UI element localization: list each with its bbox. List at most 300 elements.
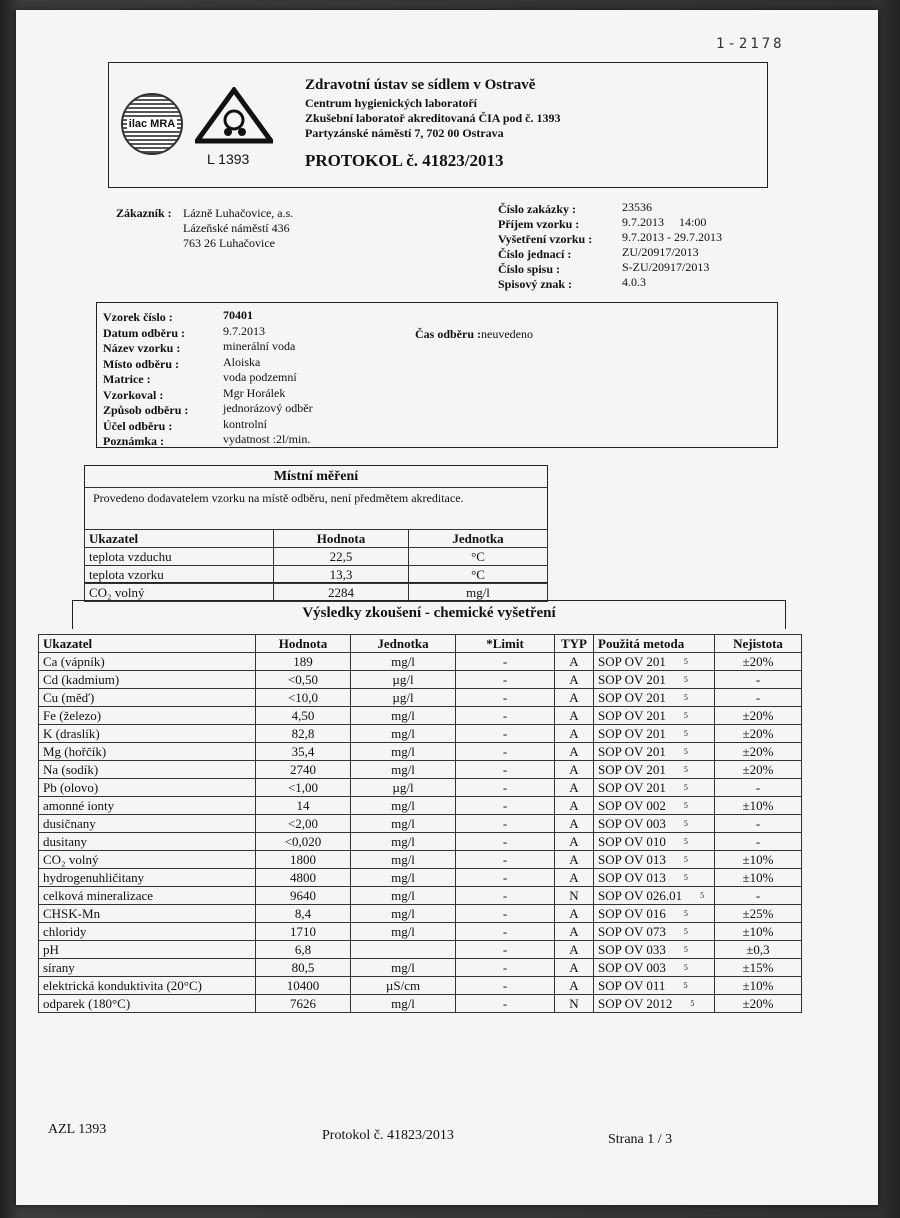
cell-text: 4800 — [290, 870, 316, 885]
document-page — [16, 10, 878, 1205]
sample-label: Účel odběru : — [103, 418, 173, 433]
method-footnote: 5 — [683, 729, 688, 738]
order-value: ZU/20917/2013 — [622, 245, 699, 259]
order-row — [498, 215, 818, 230]
cell-text: - — [502, 708, 508, 723]
cell-text: - — [755, 690, 761, 705]
cell — [256, 851, 351, 869]
cell-text: SOP OV 013 — [598, 852, 666, 867]
cell-text: Pb (olovo) — [43, 780, 99, 795]
cell — [594, 779, 715, 797]
table-row — [39, 941, 802, 959]
local-note: Provedeno dodavatelem vzorku na místě odběru, není předmětem akreditace. — [93, 491, 464, 505]
table-row — [39, 815, 802, 833]
cell-text: 7626 — [290, 996, 316, 1011]
table-row — [39, 977, 802, 995]
cell-text: 80,5 — [291, 960, 315, 975]
cell — [456, 905, 555, 923]
cell — [256, 761, 351, 779]
sample-label: Datum odběru : — [103, 325, 186, 340]
cell-text: mg/l — [391, 654, 415, 669]
cell — [456, 725, 555, 743]
cell — [256, 815, 351, 833]
cell-text: <0,020 — [284, 834, 322, 849]
cell — [715, 959, 802, 977]
cell — [456, 743, 555, 761]
column-header: Hodnota — [256, 635, 351, 653]
cell-text: 1800 — [290, 852, 316, 867]
cell-text: mg/l — [391, 726, 415, 741]
cell — [256, 995, 351, 1013]
cell-text: ±20% — [742, 996, 774, 1011]
local-title: Místní měření — [273, 469, 359, 484]
cell-text: SOP OV 201 — [598, 672, 666, 687]
sample-row — [103, 386, 363, 402]
cell — [256, 905, 351, 923]
cell-text: sírany — [43, 960, 75, 975]
cell — [715, 869, 802, 887]
cell-text: SOP OV 011 — [598, 978, 666, 993]
cell-text: - — [502, 744, 508, 759]
cell — [715, 941, 802, 959]
cell-text: A — [569, 780, 579, 795]
cell-text: 2740 — [290, 762, 316, 777]
cell-text: mg/l — [391, 744, 415, 759]
cell — [715, 725, 802, 743]
table-header-row — [39, 635, 802, 653]
order-label: Číslo zakázky : — [498, 202, 576, 216]
cell-text: N — [569, 996, 579, 1011]
cell — [351, 905, 456, 923]
cell — [715, 707, 802, 725]
cell-text: ±20% — [742, 762, 774, 777]
cell — [351, 923, 456, 941]
cell-text: - — [755, 888, 761, 903]
sample-value: 9.7.2013 — [223, 323, 265, 338]
cell-text: SOP OV 201 — [598, 744, 666, 759]
cell-text: - — [502, 672, 508, 687]
cell — [39, 977, 256, 995]
sample-value: voda podzemní — [223, 370, 297, 384]
sample-label: Název vzorku : — [103, 341, 181, 355]
method-footnote: 5 — [683, 981, 688, 990]
cell — [351, 977, 456, 995]
cell — [715, 923, 802, 941]
cell — [594, 743, 715, 761]
cell — [39, 761, 256, 779]
cell-text: - — [755, 672, 761, 687]
cell-text: - — [502, 960, 508, 975]
customer-label: Zákazník : — [116, 206, 172, 220]
cell-text: A — [569, 960, 579, 975]
cell-text: - — [755, 780, 761, 795]
method-footnote: 5 — [683, 819, 688, 828]
table-row — [85, 566, 548, 584]
cell — [39, 851, 256, 869]
cell-text: A — [569, 654, 579, 669]
cell-text: A — [569, 978, 579, 993]
cell-text: ±20% — [742, 654, 774, 669]
cell-text: A — [569, 852, 579, 867]
cell — [256, 833, 351, 851]
order-label: Číslo jednací : — [498, 247, 572, 261]
cell — [555, 833, 594, 851]
cell — [555, 851, 594, 869]
cell — [351, 671, 456, 689]
cell-text: mg/l — [391, 924, 415, 939]
cell-text: SOP OV 201 — [598, 654, 666, 669]
cell — [456, 761, 555, 779]
method-footnote: 5 — [683, 783, 688, 792]
cell — [256, 923, 351, 941]
cell-text: 10400 — [286, 978, 320, 993]
cell — [351, 959, 456, 977]
cell — [39, 923, 256, 941]
cell-text: mg/l — [391, 762, 415, 777]
column-header: *Limit — [456, 635, 555, 653]
header-line-1: Centrum hygienických laboratoří — [305, 96, 477, 110]
footer-left: AZL 1393 — [48, 1122, 107, 1137]
header-line-2: Zkušební laboratoř akreditovaná ČIA pod č. 1393 — [305, 111, 561, 125]
order-value: S-ZU/20917/2013 — [622, 260, 710, 274]
cell — [39, 779, 256, 797]
method-footnote: 5 — [683, 747, 688, 756]
cell-text: Cu (měď) — [43, 690, 95, 705]
sample-row — [103, 324, 363, 340]
cell-text: mg/l — [391, 852, 415, 867]
order-row — [498, 275, 818, 290]
cell-text: ±20% — [742, 744, 774, 759]
cell-text: SOP OV 201 — [598, 708, 666, 723]
cell-text: 14 — [296, 798, 310, 813]
method-footnote: 5 — [683, 873, 688, 882]
order-row — [498, 200, 818, 215]
table-row — [39, 653, 802, 671]
cell-text: mg/l — [391, 816, 415, 831]
table-row — [39, 959, 802, 977]
cell-text: A — [569, 816, 579, 831]
cell-text: ±25% — [742, 906, 774, 921]
order-label: Příjem vzorku : — [498, 217, 580, 231]
cell-text: <0,50 — [287, 672, 319, 687]
protocol-title: PROTOKOL č. 41823/2013 — [305, 151, 504, 170]
cell-text: - — [502, 762, 508, 777]
table-header-row — [85, 530, 548, 548]
lab-code: L 1393 — [207, 151, 250, 167]
cell — [351, 887, 456, 905]
cell-text: amonné ionty — [43, 798, 115, 813]
sample-value: minerální voda — [223, 339, 296, 353]
cell — [594, 851, 715, 869]
cell-text: SOP OV 201 — [598, 780, 666, 795]
sample-row — [103, 432, 363, 448]
cell — [351, 743, 456, 761]
cell-text: 8,4 — [294, 906, 312, 921]
cell — [256, 779, 351, 797]
sample-row — [103, 370, 363, 386]
cell-text: Ca (vápník) — [43, 654, 105, 669]
cell-text: µg/l — [392, 672, 414, 687]
cell — [256, 689, 351, 707]
cell-text: <1,00 — [287, 780, 319, 795]
cell — [555, 905, 594, 923]
method-footnote: 5 — [683, 693, 688, 702]
cell — [351, 833, 456, 851]
cell — [555, 671, 594, 689]
cell-text: chloridy — [43, 924, 87, 939]
cell — [39, 689, 256, 707]
cell — [351, 797, 456, 815]
results-title-box — [72, 600, 786, 629]
cell-text: - — [502, 834, 508, 849]
method-footnote: 5 — [683, 765, 688, 774]
cell — [351, 779, 456, 797]
table-row — [85, 584, 548, 602]
cell — [39, 707, 256, 725]
cell: 13,3 — [274, 566, 409, 584]
cell — [39, 905, 256, 923]
column-header: Jednotka — [409, 530, 548, 548]
cell — [39, 671, 256, 689]
cell — [39, 725, 256, 743]
cell — [456, 707, 555, 725]
sample-value: kontrolní — [223, 416, 267, 431]
cell — [715, 761, 802, 779]
cell-text: dusičnany — [43, 816, 96, 831]
cell-text: ±0,3 — [746, 942, 770, 957]
cell: CO₂ volný — [85, 584, 274, 602]
cell-text: Cd (kadmium) — [43, 672, 120, 687]
cell — [456, 887, 555, 905]
cell-text: dusitany — [43, 834, 88, 849]
cell — [555, 653, 594, 671]
sample-label: Poznámka : — [103, 434, 164, 448]
cell — [351, 815, 456, 833]
cell-text: mg/l — [391, 870, 415, 885]
cell-text: - — [502, 816, 508, 831]
cell — [715, 653, 802, 671]
cell — [39, 833, 256, 851]
cell — [715, 851, 802, 869]
order-label: Spisový znak : — [498, 277, 573, 291]
cell — [39, 797, 256, 815]
column-header: Nejistota — [715, 635, 802, 653]
cell — [555, 869, 594, 887]
cell — [715, 815, 802, 833]
cell-text: mg/l — [391, 834, 415, 849]
cell — [456, 869, 555, 887]
cell — [456, 797, 555, 815]
results-title: Výsledky zkoušení - chemické vyšetření — [302, 605, 556, 621]
cell-text: SOP OV 073 — [598, 924, 666, 939]
cell-text: A — [569, 942, 579, 957]
cell-text: hydrogenuhličitany — [43, 870, 145, 885]
cell — [555, 941, 594, 959]
cell — [351, 707, 456, 725]
cell-text: SOP OV 026.01 — [598, 888, 683, 903]
cell-text: mg/l — [391, 906, 415, 921]
cell-text: ±10% — [742, 852, 774, 867]
cell — [456, 815, 555, 833]
cell-text: N — [569, 888, 579, 903]
cell — [256, 725, 351, 743]
cell-text: 1710 — [290, 924, 316, 939]
cell — [456, 653, 555, 671]
cell-text: SOP OV 003 — [598, 816, 666, 831]
cell-text: ±10% — [742, 798, 774, 813]
cell-text: mg/l — [391, 708, 415, 723]
cell — [256, 653, 351, 671]
cell-text: SOP OV 033 — [598, 942, 666, 957]
table-row — [85, 548, 548, 566]
cell — [555, 923, 594, 941]
cell-text: 35,4 — [291, 744, 315, 759]
cell — [555, 689, 594, 707]
cell-text: SOP OV 002 — [598, 798, 666, 813]
order-row — [498, 245, 818, 260]
cell — [594, 689, 715, 707]
cell — [39, 941, 256, 959]
local-table — [84, 529, 548, 602]
cell — [555, 815, 594, 833]
cell-text: SOP OV 201 — [598, 762, 666, 777]
results-body — [39, 653, 802, 1013]
results-table — [38, 634, 802, 1013]
cell-text: ±10% — [742, 978, 774, 993]
cell — [351, 941, 456, 959]
column-header: Použitá metoda — [594, 635, 715, 653]
cell-text: ±20% — [742, 708, 774, 723]
column-header: Hodnota — [274, 530, 409, 548]
method-footnote: 5 — [683, 963, 688, 972]
cell — [351, 869, 456, 887]
method-footnote: 5 — [683, 657, 688, 666]
cell — [594, 707, 715, 725]
method-footnote: 5 — [683, 711, 688, 720]
table-row — [39, 725, 802, 743]
table-row — [39, 851, 802, 869]
order-value: 4.0.3 — [622, 275, 646, 289]
sample-label: Způsob odběru : — [103, 403, 189, 417]
cell-text: <2,00 — [287, 816, 319, 831]
cell-text: - — [502, 798, 508, 813]
column-header: Jednotka — [351, 635, 456, 653]
cell: mg/l — [409, 584, 548, 602]
cell-text: A — [569, 690, 579, 705]
cell — [256, 869, 351, 887]
sample-value: 70401 — [223, 308, 253, 322]
cell — [456, 959, 555, 977]
cell — [456, 923, 555, 941]
cell: °C — [409, 566, 548, 584]
cell-text: - — [502, 888, 508, 903]
sample-row — [103, 417, 363, 433]
cell-text: A — [569, 762, 579, 777]
column-header: Ukazatel — [85, 530, 274, 548]
cell — [715, 905, 802, 923]
method-footnote: 5 — [683, 801, 688, 810]
cell: °C — [409, 548, 548, 566]
cell: teplota vzorku — [85, 566, 274, 584]
cell-text: - — [502, 924, 508, 939]
cell-text: A — [569, 726, 579, 741]
cell-text: K (draslík) — [43, 726, 100, 741]
cell — [39, 743, 256, 761]
customer-city: 763 26 Luhačovice — [183, 236, 275, 250]
table-row — [39, 761, 802, 779]
customer-street: Lázeňské náměstí 436 — [183, 221, 290, 235]
cell — [715, 887, 802, 905]
sample-label: Místo odběru : — [103, 356, 179, 371]
cell — [351, 995, 456, 1013]
method-footnote: 5 — [683, 909, 688, 918]
table-row — [39, 923, 802, 941]
method-footnote: 5 — [690, 999, 695, 1008]
cell-text: mg/l — [391, 888, 415, 903]
cell-text: celková mineralizace — [43, 888, 154, 903]
cell-text: µg/l — [392, 780, 414, 795]
cell: 22,5 — [274, 548, 409, 566]
cell — [256, 941, 351, 959]
footer-center: Protokol č. 41823/2013 — [322, 1128, 454, 1143]
cell-text: - — [502, 780, 508, 795]
cell — [456, 671, 555, 689]
cell — [594, 653, 715, 671]
cell — [456, 779, 555, 797]
cell — [456, 995, 555, 1013]
cell — [715, 671, 802, 689]
cell-text: Na (sodík) — [43, 762, 99, 777]
cell — [594, 887, 715, 905]
cell — [594, 671, 715, 689]
cell — [594, 941, 715, 959]
cell-text: 189 — [293, 654, 313, 669]
cell — [256, 743, 351, 761]
sample-value: Aloiska — [223, 354, 261, 369]
cell — [555, 797, 594, 815]
header-box — [108, 62, 768, 188]
cell — [351, 653, 456, 671]
sample-label: Matrice : — [103, 372, 151, 386]
table-row — [39, 869, 802, 887]
table-row — [39, 797, 802, 815]
cell — [715, 995, 802, 1013]
cell — [555, 761, 594, 779]
cell — [715, 743, 802, 761]
cell-text: - — [502, 690, 508, 705]
cell — [456, 833, 555, 851]
cell — [715, 797, 802, 815]
table-row — [39, 995, 802, 1013]
cell-text: A — [569, 744, 579, 759]
cell-text: A — [569, 708, 579, 723]
cell — [351, 761, 456, 779]
cell-text: SOP OV 201 — [598, 690, 666, 705]
cell — [555, 707, 594, 725]
cell-text: ±15% — [742, 960, 774, 975]
cell-text: - — [502, 906, 508, 921]
cell — [555, 725, 594, 743]
local-measurement-box — [84, 465, 548, 600]
cell-text: A — [569, 924, 579, 939]
cell-text: CO₂ volný — [43, 852, 99, 867]
customer-name: Lázně Luhačovice, a.s. — [183, 206, 294, 220]
sample-value: jednorázový odběr — [223, 401, 313, 415]
cell-text: A — [569, 870, 579, 885]
method-footnote: 5 — [683, 675, 688, 684]
cell — [456, 977, 555, 995]
cell-text: ±20% — [742, 726, 774, 741]
